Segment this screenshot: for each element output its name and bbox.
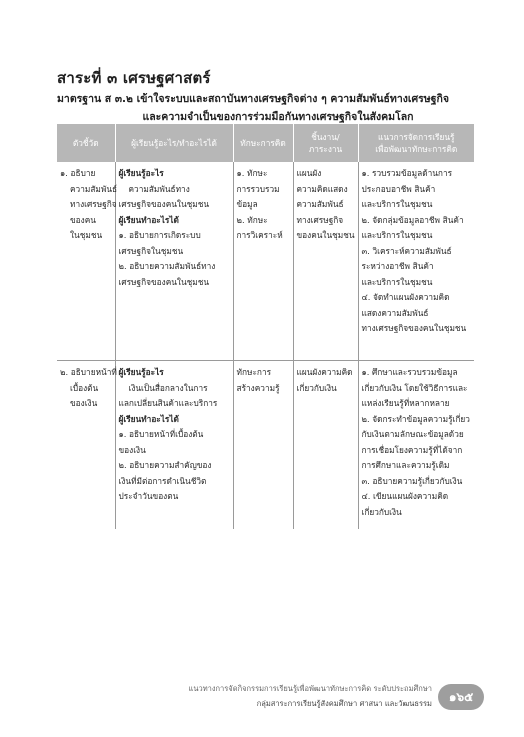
cell-text-line: ๔. จัดทำแผนผังความคิด [361, 292, 450, 302]
cell-text-line: เงินเป็นสื่อกลางในการ [128, 382, 208, 393]
learning-cell [115, 162, 233, 361]
header-text: ชิ้นงาน/ [311, 132, 340, 142]
work-cell [293, 361, 358, 530]
page-number-badge: ๑๖๕ [438, 684, 484, 710]
cell-text-line: ทางเศรษฐกิจ [70, 199, 117, 209]
learning-table [57, 124, 474, 529]
header-text: ตัวชี้วัด [72, 138, 99, 148]
table-header-row [57, 124, 474, 162]
cell-text-line: การรวบรวม [236, 183, 280, 194]
header-thinking-skill [233, 124, 293, 162]
table-row [57, 162, 474, 361]
cell-text-line: และบริการในชุมชน [361, 276, 433, 287]
cell-text-line: แผนผัง [296, 168, 322, 178]
header-approach [358, 124, 474, 162]
cell-text-line: เศรษฐกิจของคนในชุมชน [118, 276, 210, 287]
cell-text-line: ทางเศรษฐกิจ [296, 214, 344, 225]
cell-text-line: กับเงินตามลักษณะข้อมูลด้วย [361, 429, 464, 439]
cell-text-line: สร้างความรู้ [236, 382, 280, 393]
cell-text-line: ๒. จัดกระทำข้อมูลความรู้เกี่ยว [361, 413, 470, 424]
cell-text-line: ผู้เรียนทำอะไรได้ [118, 214, 179, 225]
header-text: แนวการจัดการเรียนรู้ [378, 132, 455, 142]
approach-cell [358, 162, 474, 361]
cell-text-line: ๔. เขียนแผนผังความคิด [361, 491, 449, 501]
cell-text-line: ประกอบอาชีพ สินค้า [361, 183, 436, 194]
table-row [57, 361, 474, 530]
learning-cell [115, 361, 233, 530]
thinking-skill-cell [233, 162, 293, 361]
cell-text-line: ความสัมพันธ์ [296, 199, 344, 209]
header-work [293, 124, 358, 162]
cell-text-line: การศึกษาและความรู้เดิม [361, 460, 450, 470]
cell-text-line: ทักษะการ [236, 367, 272, 377]
cell-text-line: แผนผังความคิด [296, 367, 353, 377]
cell-text-line: ความสัมพันธ์ [70, 183, 118, 194]
header-text: ทักษะการคิด [240, 138, 286, 148]
cell-text-line: ของคน [70, 214, 96, 225]
cell-text-line: ๒. อธิบายความสำคัญของ [118, 460, 212, 470]
cell-text-line: ผู้เรียนรู้อะไร [118, 367, 164, 377]
cell-text-line: ประจำวันของตน [118, 491, 179, 501]
cell-text-line: เกี่ยวกับเงิน [296, 382, 337, 393]
cell-text-line: และบริการในชุมชน [361, 199, 433, 209]
cell-text-line: แสดงความสัมพันธ์ [361, 307, 429, 318]
footer-subtitle: กลุ่มสาระการเรียนรู้สังคมศึกษา ศาสนา และวัฒนธรรม [256, 699, 432, 708]
cell-text-line: ๑. อธิบายการเกิดระบบ [118, 230, 201, 240]
cell-text-line: ๒. อธิบายหน้าที่ [60, 367, 117, 377]
cell-text-line: เกี่ยวกับเงิน [361, 506, 402, 517]
thinking-skill-cell [233, 361, 293, 530]
cell-text-line: ๑. ศึกษาและรวบรวมข้อมูล [361, 367, 458, 377]
cell-text-line: ความคิดแสดง [296, 183, 348, 194]
cell-text-line: ความสัมพันธ์ทาง [128, 183, 190, 194]
cell-text-line: ของคนในชุมชน [296, 230, 355, 240]
cell-text-line: ผู้เรียนรู้อะไร [118, 168, 164, 178]
approach-cell [358, 361, 474, 530]
header-learning [115, 124, 233, 162]
header-indicator [57, 124, 115, 162]
cell-text-line: เกี่ยวกับเงิน โดยใช้วิธีการและ [361, 382, 468, 393]
cell-text-line: เบื้องต้น [70, 382, 99, 393]
cell-text-line: ของเงิน [70, 398, 98, 408]
cell-text-line: เศรษฐกิจของคนในชุมชน [118, 199, 210, 209]
cell-text-line: ๑. อธิบาย [60, 168, 96, 178]
cell-text-line: ๑. รวบรวมข้อมูลด้านการ [361, 168, 453, 178]
cell-text-line: ๒. จัดกลุ่มข้อมูลอาชีพ สินค้า [361, 214, 464, 225]
header-text: เพื่อพัฒนาทักษะการคิด [375, 144, 458, 154]
header-text: ผู้เรียนรู้อะไร/ทำอะไรได้ [131, 138, 217, 148]
cell-text-line: เงินที่มีต่อการดำเนินชีวิต [118, 475, 207, 486]
cell-text-line: เศรษฐกิจในชุมชน [118, 245, 184, 256]
standard-line-2: และความจำเป็นของการร่วมมือกันทางเศรษฐกิจในสังคมโลก [142, 111, 414, 123]
footer-title: แนวทางการจัดกิจกรรมการเรียนรู้เพื่อพัฒนาทักษะการคิด ระดับประถมศึกษา [188, 684, 432, 693]
cell-text-line: และบริการในชุมชน [361, 230, 433, 240]
cell-text-line: ทางเศรษฐกิจของคนในชุมชน [361, 323, 467, 333]
cell-text-line: การวิเคราะห์ [236, 230, 283, 240]
cell-text-line: แลกเปลี่ยนสินค้าและบริการ [118, 398, 218, 408]
indicator-cell [57, 162, 118, 361]
cell-text-line: ๑. อธิบายหน้าที่เบื้องต้น [118, 429, 204, 439]
cell-text-line: ๓. อธิบายความรู้เกี่ยวกับเงิน [361, 475, 463, 486]
standard-line-1: มาตรฐาน ส ๓.๒ เข้าใจระบบและสถาบันทางเศรษฐกิจต่าง ๆ ความสัมพันธ์ทางเศรษฐกิจ [57, 93, 449, 105]
cell-text-line: ๒. ทักษะ [236, 214, 268, 225]
cell-text-line: ๒. อธิบายความสัมพันธ์ทาง [118, 261, 216, 271]
cell-text-line: ข้อมูล [236, 199, 258, 209]
cell-text-line: ของเงิน [118, 444, 146, 455]
work-cell [293, 162, 358, 361]
section-title: สาระที่ ๓ เศรษฐศาสตร์ [57, 69, 211, 87]
cell-text-line: ๑. ทักษะ [236, 168, 268, 178]
cell-text-line: แหล่งเรียนรู้ที่หลากหลาย [361, 398, 450, 408]
cell-text-line: ผู้เรียนทำอะไรได้ [118, 413, 179, 424]
indicator-cell [57, 361, 115, 530]
cell-text-line: ระหว่างอาชีพ สินค้า [361, 261, 434, 271]
cell-text-line: ๓. วิเคราะห์ความสัมพันธ์ [361, 245, 452, 256]
header-text: ภาระงาน [308, 144, 343, 154]
cell-text-line: การเชื่อมโยงความรู้ที่ได้จาก [361, 444, 463, 455]
cell-text-line: ในชุมชน [70, 230, 103, 240]
